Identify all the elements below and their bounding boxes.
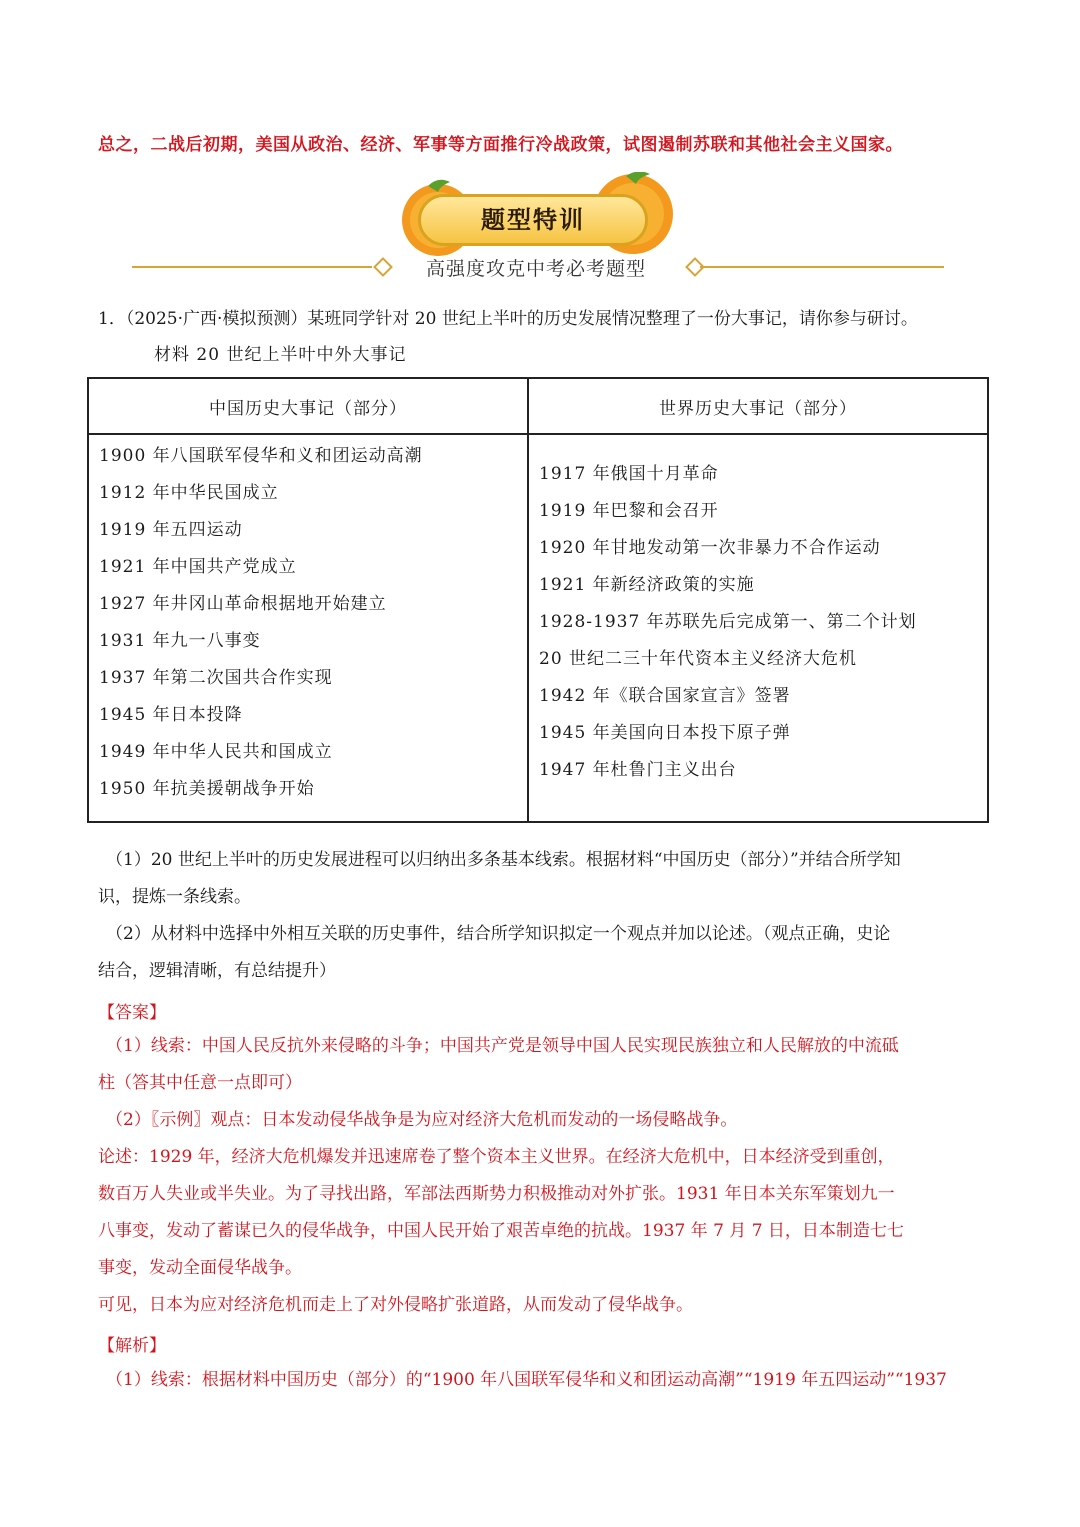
answer-line: 八事变，发动了蓄谋已久的侵华战争，中国人民开始了艰苦卓绝的抗战。1937 年 7 月 7 日，日本制造七七	[98, 1221, 904, 1241]
china-event: 1937 年第二次国共合作实现	[99, 668, 333, 688]
world-event: 1942 年《联合国家宣言》签署	[539, 686, 791, 706]
analysis-line: （1）线索：根据材料中国历史（部分）的“1900 年八国联军侵华和义和团运动高潮”“1919 年五四运动”“1937	[106, 1370, 947, 1390]
divider-right	[700, 266, 944, 268]
header-china: 中国历史大事记（部分）	[88, 378, 528, 434]
sub-question-2-line: 结合，逻辑清晰，有总结提升）	[98, 961, 336, 981]
china-event: 1900 年八国联军侵华和义和团运动高潮	[99, 446, 423, 466]
sub-question-2-line: （2）从材料中选择中外相互关联的历史事件，结合所学知识拟定一个观点并加以论述。（观点正确，史论	[106, 924, 891, 944]
china-event: 1950 年抗美援朝战争开始	[99, 779, 315, 799]
analysis-label: 【解析】	[98, 1336, 166, 1356]
header-world: 世界历史大事记（部分）	[528, 378, 988, 434]
world-event: 1928-1937 年苏联先后完成第一、第二个计划	[539, 612, 917, 632]
world-events-cell	[528, 434, 988, 822]
world-event: 20 世纪二三十年代资本主义经济大危机	[539, 649, 858, 669]
china-event: 1931 年九一八事变	[99, 631, 261, 651]
divider-left	[132, 266, 372, 268]
answer-label: 【答案】	[98, 1003, 166, 1023]
sub-question-1-line: （1）20 世纪上半叶的历史发展进程可以归纳出多条基本线索。根据材料“中国历史（部分）”并结合所学知	[106, 850, 901, 870]
china-event: 1912 年中华民国成立	[99, 483, 279, 503]
world-event: 1917 年俄国十月革命	[539, 464, 719, 484]
answer-line: 数百万人失业或半失业。为了寻找出路，军部法西斯势力积极推动对外扩张。1931 年日本关东军策划九一	[98, 1184, 895, 1204]
answer-line: 论述：1929 年，经济大危机爆发并迅速席卷了整个资本主义世界。在经济大危机中，日本经济受到重创，	[98, 1147, 895, 1167]
world-event: 1945 年美国向日本投下原子弹	[539, 723, 791, 743]
world-event: 1920 年甘地发动第一次非暴力不合作运动	[539, 538, 881, 558]
sub-question-1-line: 识，提炼一条线索。	[98, 887, 251, 907]
answer-line: 事变，发动全面侵华战争。	[98, 1258, 302, 1278]
banner-subtitle: 高强度攻克中考必考题型	[425, 258, 646, 280]
answer-line: 柱（答其中任意一点即可）	[98, 1073, 302, 1093]
banner-title-pill	[418, 194, 648, 246]
analysis-block	[98, 1362, 988, 1399]
summary-text: 总之，二战后初期，美国从政治、经济、军事等方面推行冷战政策，试图遏制苏联和其他社会主义国家。	[98, 135, 903, 155]
answer-block	[98, 1028, 988, 1324]
sub-question-2	[98, 916, 988, 990]
china-event: 1949 年中华人民共和国成立	[99, 742, 333, 762]
banner-title: 题型特训	[481, 206, 585, 234]
china-event: 1921 年中国共产党成立	[99, 557, 297, 577]
answer-line: （1）线索：中国人民反抗外来侵略的斗争；中国共产党是领导中国人民实现民族独立和人民解放的中流砥	[106, 1036, 899, 1056]
china-events-cell	[88, 434, 528, 822]
sub-question-1	[98, 842, 988, 916]
material-title: 材料 20 世纪上半叶中外大事记	[154, 345, 407, 365]
china-event: 1919 年五四运动	[99, 520, 243, 540]
world-event: 1919 年巴黎和会召开	[539, 501, 719, 521]
answer-line: 可见，日本为应对经济危机而走上了对外侵略扩张道路，从而发动了侵华战争。	[98, 1295, 693, 1315]
world-event: 1921 年新经济政策的实施	[539, 575, 755, 595]
china-event: 1927 年井冈山革命根据地开始建立	[99, 594, 387, 614]
world-event: 1947 年杜鲁门主义出台	[539, 760, 737, 780]
section-banner	[128, 172, 948, 284]
china-event: 1945 年日本投降	[99, 705, 243, 725]
answer-line: （2）〖示例〗观点：日本发动侵华战争是为应对经济大危机而发动的一场侵略战争。	[106, 1110, 738, 1130]
events-table	[87, 377, 989, 823]
question-stem: 1．（2025·广西·模拟预测）某班同学针对 20 世纪上半叶的历史发展情况整理了一份大事记，请你参与研讨。	[98, 309, 918, 329]
